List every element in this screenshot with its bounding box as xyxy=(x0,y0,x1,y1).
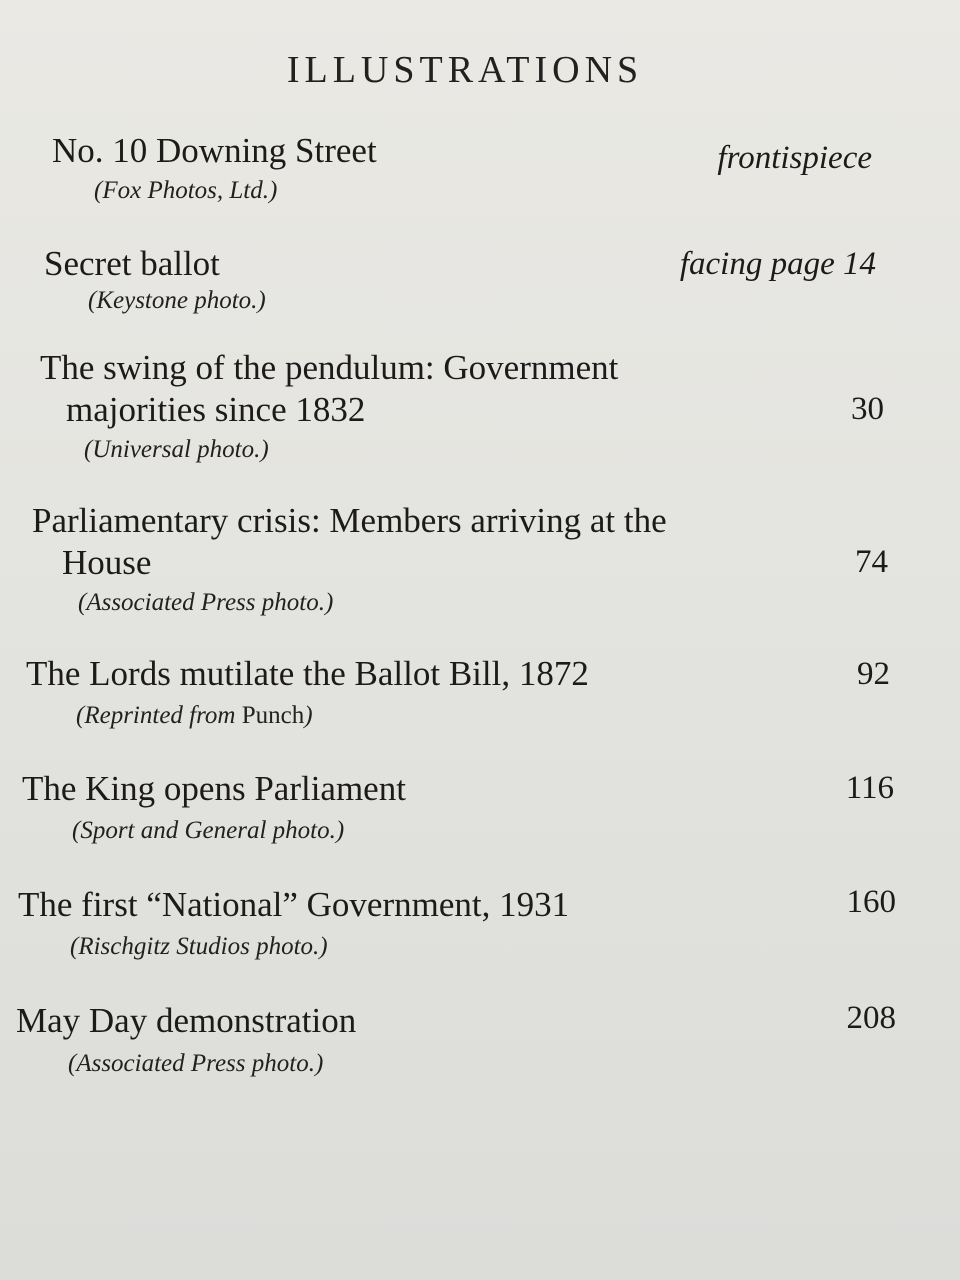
entry-title xyxy=(32,500,667,584)
page-title: ILLUSTRATIONS xyxy=(286,49,644,91)
entry-credit: (Associated Press photo.) xyxy=(68,1050,324,1077)
entry-title: The Lords mutilate the Ballot Bill, 1872 xyxy=(26,654,589,693)
entry-credit: (Keystone photo.) xyxy=(88,287,266,314)
entry-page: facing page 14 xyxy=(679,246,876,282)
entry-title: Secret ballot xyxy=(44,244,220,283)
credit-publication: Punch xyxy=(241,702,305,729)
entry-page: 74 xyxy=(855,544,888,580)
entry-title: The King opens Parliament xyxy=(22,769,406,808)
entry-page: 92 xyxy=(857,656,890,692)
entry-title-line: majorities since 1832 xyxy=(66,390,366,429)
entry-title: May Day demonstration xyxy=(16,1001,357,1040)
entry-title: The first “National” Government, 1931 xyxy=(18,885,570,924)
credit-close-paren: ) xyxy=(304,702,313,729)
entry-credit: (Fox Photos, Ltd.) xyxy=(94,177,278,204)
entry-title-line: Parliamentary crisis: Members arriving at the xyxy=(32,501,667,540)
entry-credit: (Universal photo.) xyxy=(84,436,269,463)
credit-prefix: Reprinted from xyxy=(84,702,236,729)
entry-credit: (Associated Press photo.) xyxy=(78,589,334,616)
credit-open-paren: ( xyxy=(76,702,85,729)
entry-title xyxy=(40,347,740,431)
entry-page: 116 xyxy=(845,770,894,806)
entry-credit: (Rischgitz Studios photo.) xyxy=(70,933,328,960)
entry-credit xyxy=(76,702,313,730)
entry-title-line: House xyxy=(62,543,152,582)
entry-title-line: The swing of the pendulum: Government xyxy=(40,348,619,387)
entry-page: 30 xyxy=(851,391,884,427)
entry-title: No. 10 Downing Street xyxy=(52,131,377,170)
entry-page: frontispiece xyxy=(717,140,872,176)
entry-credit: (Sport and General photo.) xyxy=(72,817,345,844)
entry-page: 208 xyxy=(846,1000,896,1036)
entry-page: 160 xyxy=(846,884,896,920)
